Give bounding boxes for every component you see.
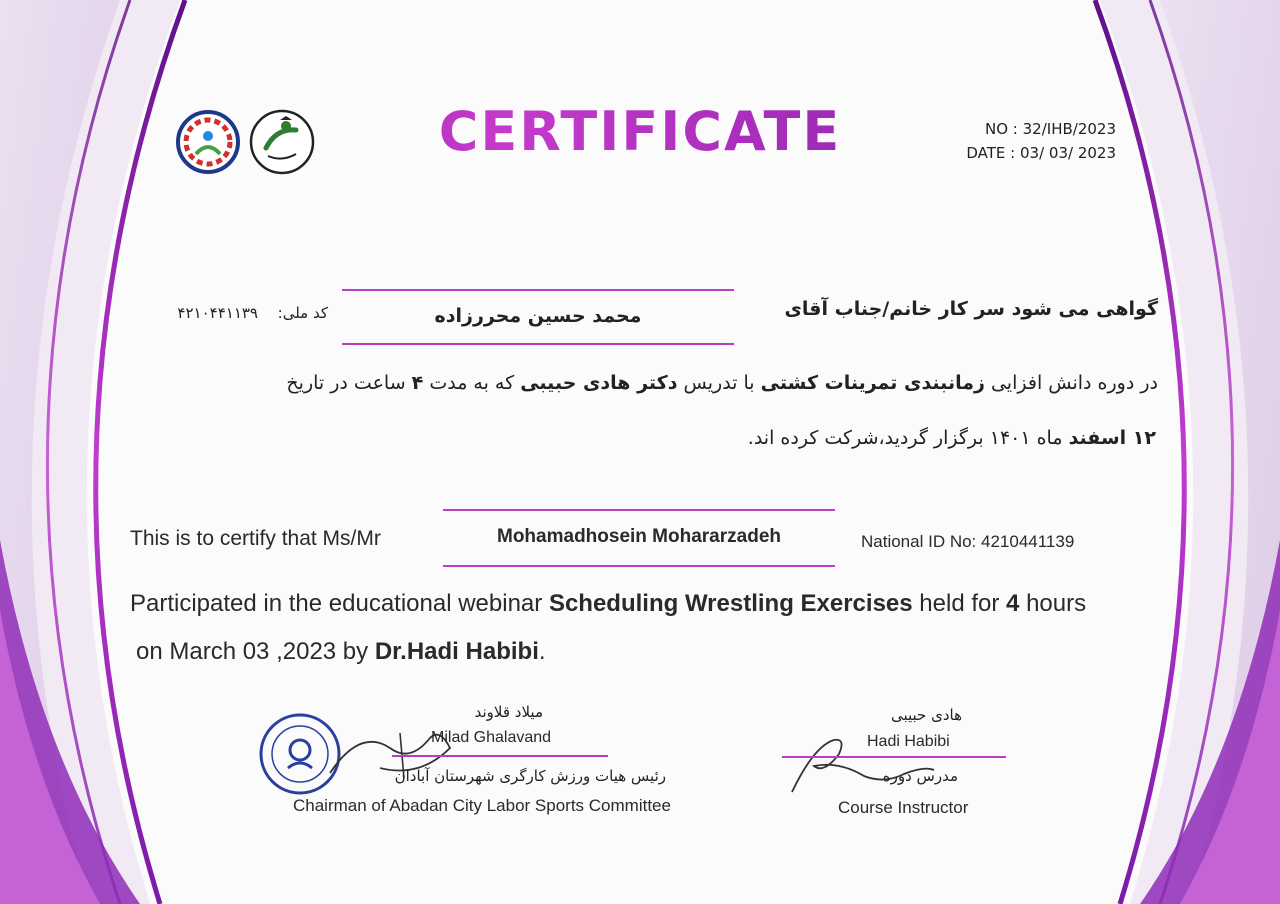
left-signer-role-fa: رئیس هیات ورزش کارگری شهرستان آبادان [394, 767, 666, 785]
fa-line2-g: ساعت در تاریخ [286, 372, 406, 394]
right-signer-role-en: Course Instructor [838, 798, 969, 817]
fa-recipient-name: محمد حسین محررزاده [434, 305, 642, 327]
en-hours: 4 [1006, 590, 1020, 617]
fa-hours: ۴ [411, 372, 424, 394]
right-signer-name-en: Hadi Habibi [867, 733, 950, 750]
right-signer-role-fa: مدرس دوره [882, 767, 958, 785]
en-line1-e: hours [1026, 590, 1087, 617]
en-line1-c: held for [919, 590, 1000, 617]
left-signer-role-en: Chairman of Abadan City Labor Sports Committee [293, 796, 671, 815]
en-national-id: National ID No: 4210441139 [861, 532, 1075, 551]
fa-date: ۱۲ اسفند [1068, 427, 1156, 449]
en-line2-a: on March 03 ,2023 by [136, 638, 369, 665]
en-course-name: Scheduling Wrestling Exercises [548, 590, 913, 617]
en-line1-a: Participated in the educational webinar [130, 590, 543, 617]
fa-date-line [748, 427, 1156, 449]
fa-course-name: زمانبندی تمرینات کشتی [760, 372, 985, 394]
en-participation-line [130, 590, 1086, 618]
fa-certify-prefix: گواهی می شود سر کار خانم/جناب آقای [784, 298, 1158, 320]
fa-line2-c: با تدریس [683, 372, 755, 394]
right-signature-line [782, 756, 1006, 758]
en-date-line [136, 638, 546, 666]
fa-line2-e: که به مدت [429, 372, 515, 394]
en-instructor-name: Dr.Hadi Habibi [374, 638, 539, 665]
right-signer-name-fa: هادی حبیبی [890, 706, 962, 724]
en-recipient-name: Mohamadhosein Mohararzadeh [497, 526, 781, 547]
en-name-box [443, 509, 835, 567]
fa-line3-b: ماه ۱۴۰۱ برگزار گردید،شرکت کرده اند. [747, 427, 1063, 449]
certificate-title: CERTIFICATE [0, 100, 1280, 163]
en-line2-c: . [538, 638, 546, 665]
left-signer-name-fa: میلاد قلاوند [474, 703, 543, 721]
certificate-number: NO : 32/IHB/2023 [985, 120, 1116, 138]
fa-line2-a: در دوره دانش افزایی [990, 372, 1158, 394]
fa-course-line [286, 372, 1158, 394]
certificate-date: DATE : 03/ 03/ 2023 [966, 144, 1116, 162]
left-signer-name-en: Milad Ghalavand [431, 729, 552, 746]
fa-national-id-label: کد ملی: [277, 304, 328, 322]
fa-national-id: ۴۲۱۰۴۴۱۱۳۹ [177, 304, 258, 322]
en-certify-prefix: This is to certify that Ms/Mr [130, 527, 381, 550]
left-signature-line [392, 755, 608, 757]
fa-instructor-name: دکتر هادی حبیبی [520, 372, 678, 394]
fa-name-box [342, 289, 734, 345]
